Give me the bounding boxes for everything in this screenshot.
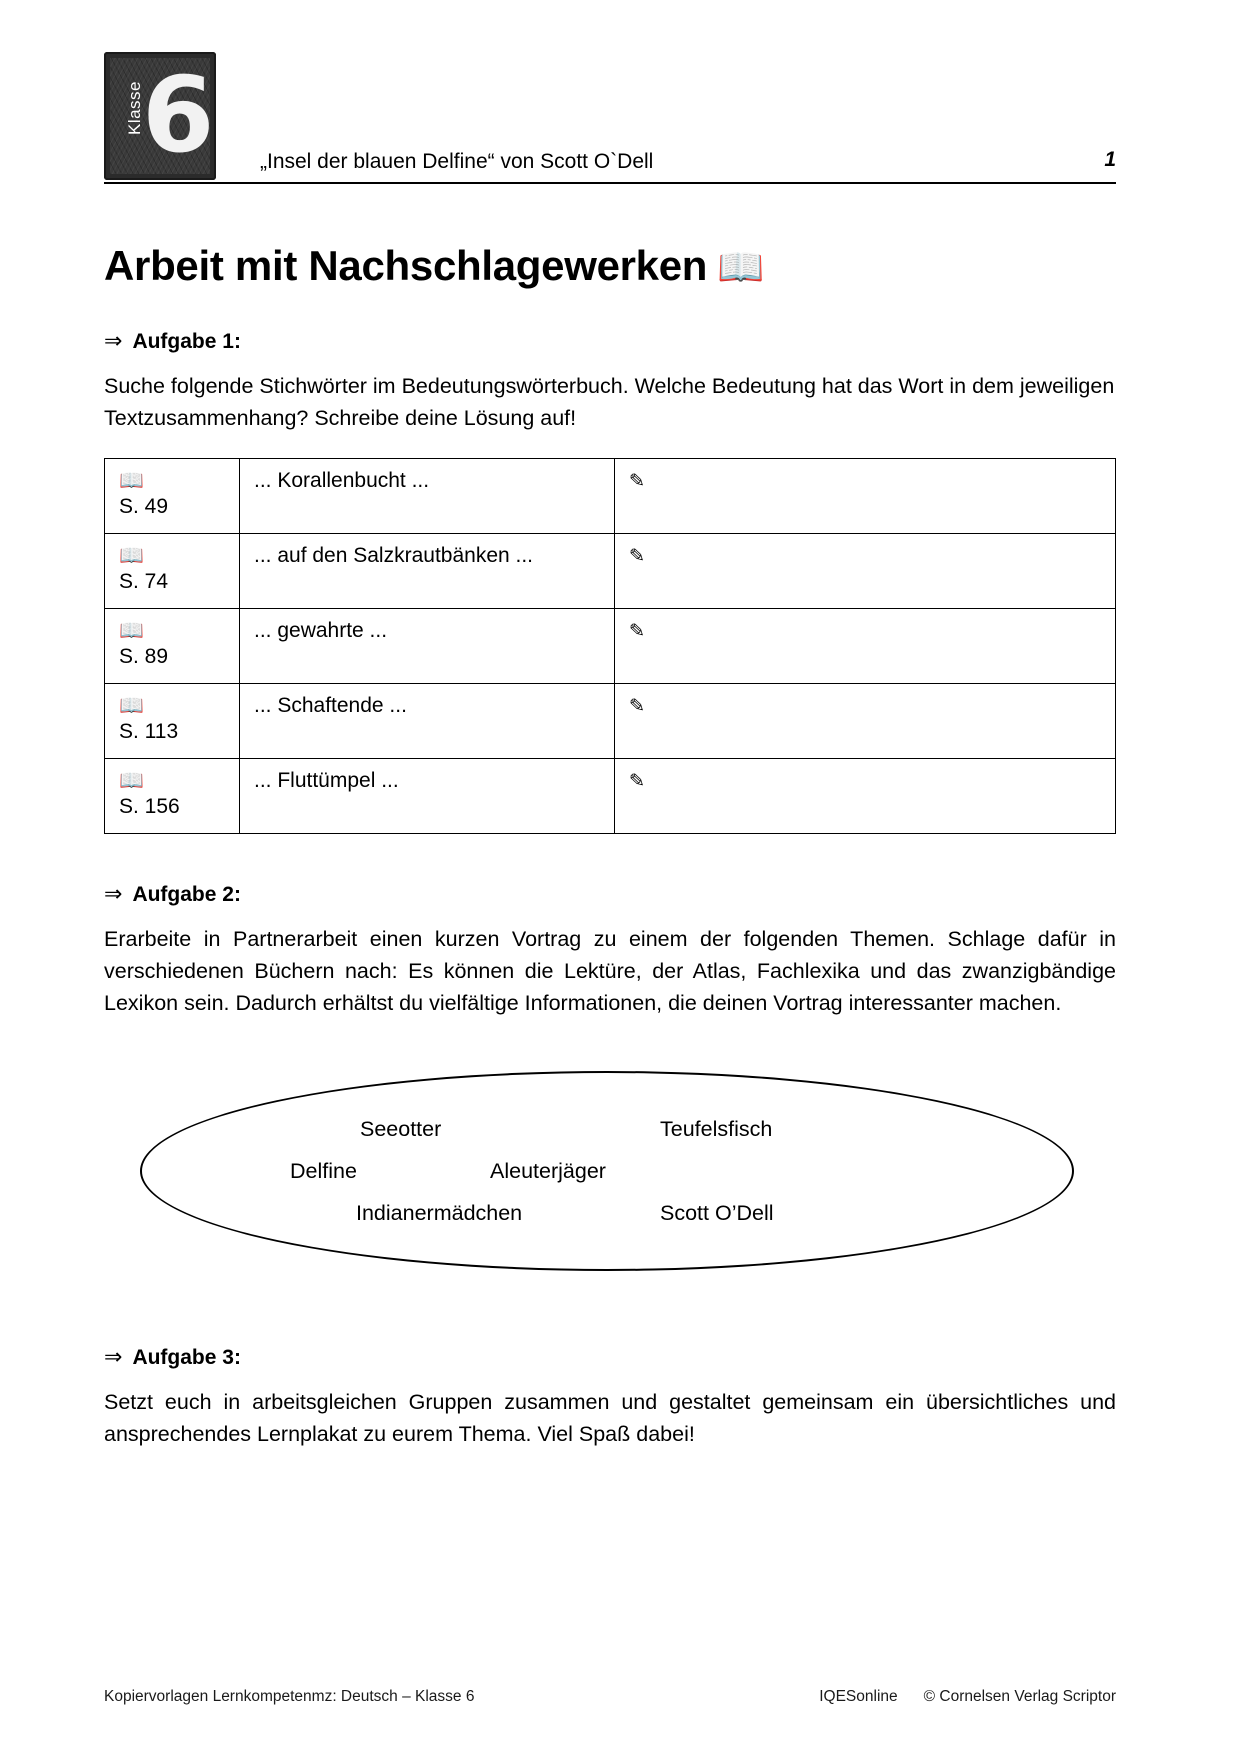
- table-cell-answer[interactable]: [615, 759, 1116, 834]
- table-cell-page: [105, 684, 240, 759]
- table-cell-page: [105, 534, 240, 609]
- open-book-icon: 📖: [119, 693, 144, 717]
- footer-site: IQESonline: [819, 1688, 898, 1705]
- page-reference: S. 89: [119, 645, 169, 668]
- table-cell-answer[interactable]: [615, 609, 1116, 684]
- table-row: [105, 759, 1116, 834]
- table-cell-word: ... Fluttümpel ...: [240, 759, 615, 834]
- oval-outline: [140, 1071, 1074, 1271]
- open-book-icon: 📖: [119, 768, 144, 792]
- pencil-icon: ✎: [628, 619, 646, 643]
- task-3-heading: [104, 1345, 1116, 1370]
- running-title: „Insel der blauen Delfine“ von Scott O`Dell: [260, 150, 654, 173]
- header-divider: [104, 182, 1116, 184]
- task-1-heading: [104, 329, 1116, 354]
- arrow-right-icon: ⇒: [104, 882, 123, 907]
- table-cell-word: ... Schaftende ...: [240, 684, 615, 759]
- open-book-icon: 📖: [119, 618, 144, 642]
- topics-oval: [104, 1071, 1116, 1271]
- pencil-icon: ✎: [628, 694, 646, 718]
- page-header: [104, 52, 1116, 192]
- page-reference: S. 49: [119, 495, 169, 518]
- pencil-icon: ✎: [628, 469, 646, 493]
- pencil-icon: ✎: [628, 544, 646, 568]
- task-3-heading-text: Aufgabe 3:: [132, 1346, 241, 1369]
- task-1-text: Suche folgende Stichwörter im Bedeutungswörterbuch. Welche Bedeutung hat das Wort in dem jeweiligen Textzusammenhang? Schreibe deine Lösung auf!: [104, 374, 1115, 430]
- table-cell-word: ... gewahrte ...: [240, 609, 615, 684]
- table-row: [105, 459, 1116, 534]
- topic-aleuterjaeger: Aleuterjäger: [490, 1159, 606, 1183]
- task-3-text: Setzt euch in arbeitsgleichen Gruppen zusammen und gestaltet gemeinsam ein übersichtliches und ansprechendes Lernplakat zu eurem Thema. Viel Spaß dabei!: [104, 1390, 1116, 1446]
- topic-indianermaedchen: Indianermädchen: [356, 1201, 523, 1225]
- page-title: [104, 240, 1116, 293]
- page-number: 1: [1104, 148, 1116, 171]
- topic-seeotter: Seeotter: [360, 1117, 442, 1141]
- klasse-badge: [104, 52, 216, 180]
- page-reference: S. 113: [119, 720, 179, 743]
- footer-credits: [819, 1688, 1116, 1706]
- table-row: [105, 534, 1116, 609]
- topic-delfine: Delfine: [290, 1159, 357, 1183]
- table-cell-page: [105, 759, 240, 834]
- klasse-badge-label: Klasse: [125, 80, 144, 136]
- footer-copyright: © Cornelsen Verlag Scriptor: [923, 1688, 1116, 1705]
- table-cell-word: ... auf den Salzkrautbänken ...: [240, 534, 615, 609]
- table-cell-page: [105, 459, 240, 534]
- table-cell-page: [105, 609, 240, 684]
- pencil-icon: ✎: [628, 769, 646, 793]
- klasse-badge-number: 6: [142, 54, 215, 176]
- task-2-text: Erarbeite in Partnerarbeit einen kurzen Vortrag zu einem der folgenden Themen. Schlage dafür in verschiedenen Büchern nach: Es können die Lektüre, der Atlas, Fachlexika und das zwanzigbändige Lexikon sein. Dadurch erhältst du vielfältige Informationen, die deinen Vortrag interessanter machen.: [104, 927, 1116, 1015]
- arrow-right-icon: ⇒: [104, 329, 123, 354]
- table-cell-answer[interactable]: [615, 534, 1116, 609]
- open-book-icon: 📖: [717, 245, 765, 289]
- page-content: [104, 240, 1116, 1450]
- vocabulary-table: [104, 458, 1116, 834]
- arrow-right-icon: ⇒: [104, 1345, 123, 1370]
- task-2-heading-text: Aufgabe 2:: [132, 883, 241, 906]
- table-cell-word: ... Korallenbucht ...: [240, 459, 615, 534]
- page-reference: S. 74: [119, 570, 169, 593]
- task-1-heading-text: Aufgabe 1:: [132, 330, 241, 353]
- page-reference: S. 156: [119, 795, 180, 818]
- open-book-icon: 📖: [119, 543, 144, 567]
- open-book-icon: 📖: [119, 468, 144, 492]
- task-2-heading: [104, 882, 1116, 907]
- topic-teufelsfisch: Teufelsfisch: [660, 1117, 773, 1141]
- table-cell-answer[interactable]: [615, 459, 1116, 534]
- footer-source: Kopiervorlagen Lernkompetenmz: Deutsch – Klasse 6: [104, 1688, 475, 1705]
- page-title-text: Arbeit mit Nachschlagewerken: [104, 242, 708, 289]
- topic-scott-odell: Scott O’Dell: [660, 1201, 774, 1225]
- table-row: [105, 684, 1116, 759]
- table-row: [105, 609, 1116, 684]
- table-cell-answer[interactable]: [615, 684, 1116, 759]
